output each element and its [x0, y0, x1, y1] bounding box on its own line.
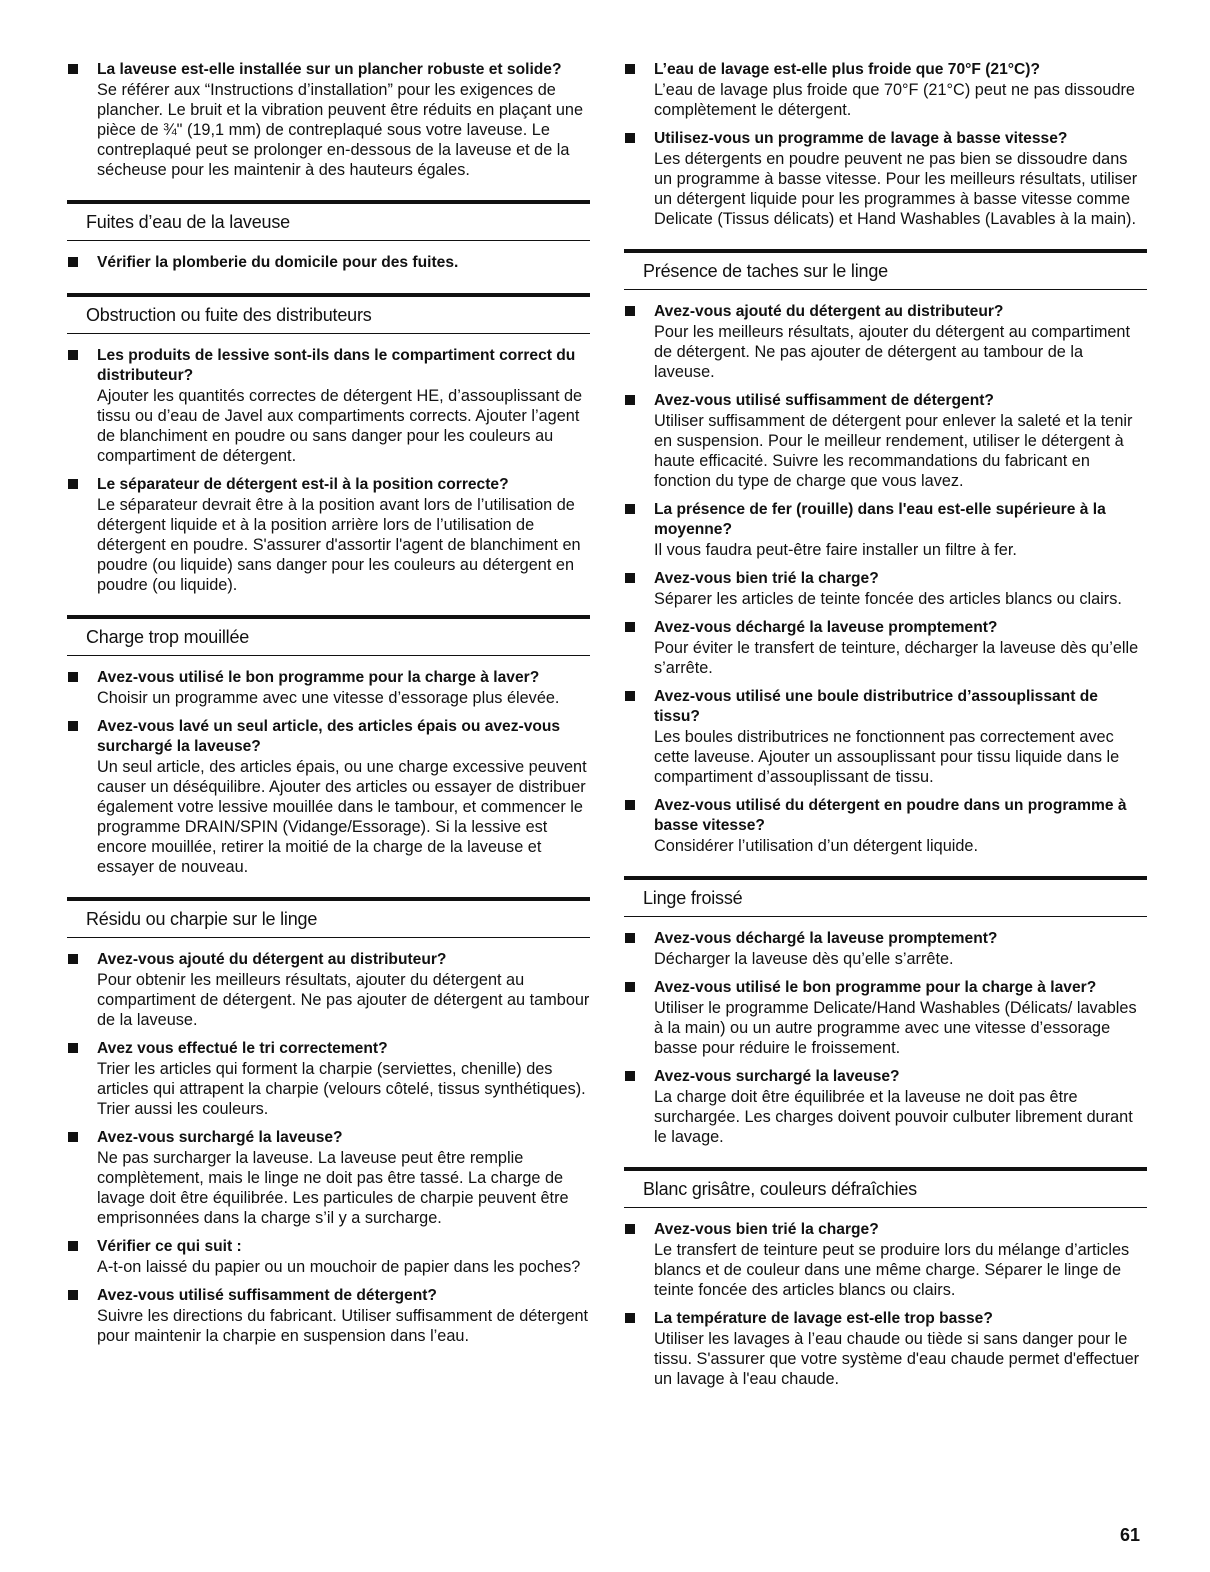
list-item — [624, 929, 1147, 969]
question-text: Avez-vous ajouté du détergent au distributeur? — [654, 303, 1004, 320]
question-text: Avez-vous ajouté du détergent au distributeur? — [97, 951, 447, 968]
square-bullet-icon — [68, 257, 78, 267]
question-text: Avez-vous utilisé le bon programme pour la charge à laver? — [97, 669, 540, 686]
question-text: Vérifier la plomberie du domicile pour des fuites. — [97, 254, 459, 271]
section-items — [67, 668, 590, 877]
list-item — [624, 978, 1147, 1058]
answer-text: Utiliser le programme Delicate/Hand Washables (Délicats/ lavables à la main) ou un autre programme avec une vitesse d’essorage basse pour réduire le froissement. — [654, 999, 1137, 1057]
answer-text: Il vous faudra peut-être faire installer un filtre à fer. — [654, 541, 1017, 559]
question-text: Avez-vous utilisé suffisamment de détergent? — [97, 1287, 437, 1304]
section-header — [624, 1167, 1147, 1208]
square-bullet-icon — [625, 800, 635, 810]
answer-text: Suivre les directions du fabricant. Utiliser suffisamment de détergent pour maintenir la charpie en suspension dans l’eau. — [97, 1307, 589, 1345]
section-items — [624, 1220, 1147, 1389]
question-text: Le séparateur de détergent est-il à la position correcte? — [97, 476, 509, 493]
list-item — [67, 1128, 590, 1228]
section-title: Charge trop mouillée — [86, 626, 250, 647]
question-text: Avez-vous déchargé la laveuse promptement? — [654, 930, 998, 947]
square-bullet-icon — [68, 954, 78, 964]
question-text: Avez-vous surchargé la laveuse? — [654, 1068, 900, 1085]
square-bullet-icon — [625, 395, 635, 405]
question-text: La laveuse est-elle installée sur un plancher robuste et solide? — [97, 61, 562, 78]
answer-text: A-t-on laissé du papier ou un mouchoir de papier dans les poches? — [97, 1258, 581, 1276]
troubleshoot-section — [67, 200, 590, 273]
answer-text: L’eau de lavage plus froide que 70°F (21°C) peut ne pas dissoudre complètement le détergent. — [654, 81, 1135, 119]
answer-text: Utiliser suffisamment de détergent pour enlever la saleté et la tenir en suspension. Pour le meilleur rendement, utiliser le détergent à haute efficacité. Suivre les recommandations du fabricant en fonction du type de charge que vous lavez. — [654, 412, 1133, 490]
list-item — [67, 1237, 590, 1277]
square-bullet-icon — [625, 64, 635, 74]
square-bullet-icon — [625, 622, 635, 632]
question-text: Avez vous effectué le tri correctement? — [97, 1040, 388, 1057]
answer-text: Pour les meilleurs résultats, ajouter du détergent au compartiment de détergent. Ne pas ajouter de détergent au tambour de la laveuse. — [654, 323, 1131, 381]
list-item — [624, 1220, 1147, 1300]
answer-text: Trier les articles qui forment la charpie (serviettes, chenille) des articles qui attrapent la charpie (velours côtelé, tissus synthétiques). Trier aussi les couleurs. — [97, 1060, 586, 1118]
answer-text: Pour obtenir les meilleurs résultats, ajouter du détergent au compartiment de détergent. Ne pas ajouter de détergent au tambour de la laveuse. — [97, 971, 590, 1029]
answer-text: Le séparateur devrait être à la position avant lors de l’utilisation de détergent liquide et à la position arrière lors de l’utilisation de détergent en poudre. S'assurer d'assortir l'agent de blanchiment en poudre (ou liquide) sans danger pour les couleurs au détergent en poudre (ou liquide). — [97, 496, 581, 594]
troubleshoot-section — [67, 293, 590, 595]
list-item — [67, 346, 590, 466]
list-item — [67, 475, 590, 595]
square-bullet-icon — [625, 306, 635, 316]
intro-block — [67, 60, 590, 180]
section-items — [624, 302, 1147, 856]
question-text: Avez-vous bien trié la charge? — [654, 1221, 879, 1238]
question-text: Avez-vous utilisé du détergent en poudre dans un programme à basse vitesse? — [654, 797, 1127, 834]
section-items — [67, 950, 590, 1346]
question-text: Vérifier ce qui suit : — [97, 1238, 242, 1255]
square-bullet-icon — [68, 1132, 78, 1142]
question-text: Avez-vous surchargé la laveuse? — [97, 1129, 343, 1146]
square-bullet-icon — [625, 133, 635, 143]
square-bullet-icon — [68, 350, 78, 360]
question-text: Avez-vous utilisé suffisamment de détergent? — [654, 392, 994, 409]
section-title: Obstruction ou fuite des distributeurs — [86, 304, 372, 325]
square-bullet-icon — [625, 691, 635, 701]
answer-text: Un seul article, des articles épais, ou une charge excessive peuvent causer un déséquilibre. Ajouter des articles ou essayer de distribuer également votre lessive mouillée dans le tambour, et commencer le programme DRAIN/SPIN (Vidange/Essorage). Si la lessive est encore mouillée, retirer la moitié de la charge de la laveuse et essayer de nouveau. — [97, 758, 587, 876]
square-bullet-icon — [625, 933, 635, 943]
section-title: Fuites d’eau de la laveuse — [86, 211, 290, 232]
section-title: Blanc grisâtre, couleurs défraîchies — [643, 1178, 917, 1199]
square-bullet-icon — [68, 1290, 78, 1300]
answer-text: La charge doit être équilibrée et la laveuse ne doit pas être surchargée. Les charges doivent pouvoir culbuter librement durant le lavage. — [654, 1088, 1133, 1146]
answer-text: Séparer les articles de teinte foncée des articles blancs ou clairs. — [654, 590, 1122, 608]
section-title: Présence de taches sur le linge — [643, 260, 888, 281]
section-header — [67, 293, 590, 334]
square-bullet-icon — [68, 64, 78, 74]
answer-text: Les détergents en poudre peuvent ne pas bien se dissoudre dans un programme à basse vitesse. Pour les meilleurs résultats, utiliser un détergent liquide pour les programmes à basse vitesse comme Delicate (Tissus délicats) et Hand Washables (Lavables à la main). — [654, 150, 1138, 228]
section-items — [67, 253, 590, 273]
right-column — [624, 60, 1147, 1389]
page-number: 61 — [1120, 1525, 1141, 1545]
troubleshoot-section — [67, 615, 590, 877]
question-text: Avez-vous utilisé le bon programme pour la charge à laver? — [654, 979, 1097, 996]
square-bullet-icon — [68, 721, 78, 731]
section-title: Linge froissé — [643, 887, 743, 908]
list-item — [624, 1067, 1147, 1147]
troubleshoot-section — [624, 249, 1147, 856]
question-text: Avez-vous déchargé la laveuse promptement? — [654, 619, 998, 636]
answer-text: Considérer l’utilisation d’un détergent liquide. — [654, 837, 979, 855]
square-bullet-icon — [625, 982, 635, 992]
left-column — [67, 60, 590, 1346]
question-text: Utilisez-vous un programme de lavage à basse vitesse? — [654, 130, 1068, 147]
list-item — [624, 1309, 1147, 1389]
section-header — [67, 200, 590, 241]
right-intro-block — [624, 60, 1147, 229]
troubleshoot-section — [67, 897, 590, 1346]
list-item — [67, 1286, 590, 1346]
square-bullet-icon — [68, 672, 78, 682]
section-title: Résidu ou charpie sur le linge — [86, 908, 318, 929]
right-sections — [624, 249, 1147, 1389]
answer-text: Se référer aux “Instructions d’installation” pour les exigences de plancher. Le bruit et la vibration peuvent être réduits en plaçant une pièce de ¾" (19,1 mm) de contreplaqué sous votre laveuse. Le contreplaqué peut se prolonger en-dessous de la laveuse et de la sécheuse pour les maintenir à des hauteurs égales. — [97, 81, 584, 179]
section-header — [67, 897, 590, 938]
square-bullet-icon — [625, 1071, 635, 1081]
list-item — [67, 668, 590, 708]
troubleshoot-section — [624, 876, 1147, 1147]
left-sections — [67, 200, 590, 1346]
answer-text: Le transfert de teinture peut se produire lors du mélange d’articles blancs et de couleur dans une même charge. Séparer le linge de teinte foncée des articles blancs ou clairs. — [654, 1241, 1130, 1299]
list-item — [624, 60, 1147, 120]
list-item — [67, 60, 590, 180]
troubleshoot-section — [624, 1167, 1147, 1389]
question-text: Avez-vous lavé un seul article, des articles épais ou avez-vous surchargé la laveuse? — [97, 718, 561, 755]
section-items — [67, 346, 590, 595]
list-item — [624, 129, 1147, 229]
answer-text: Choisir un programme avec une vitesse d’essorage plus élevée. — [97, 689, 560, 707]
question-text: L’eau de lavage est-elle plus froide que 70°F (21°C)? — [654, 61, 1040, 78]
answer-text: Les boules distributrices ne fonctionnent pas correctement avec cette laveuse. Ajouter un assouplissant pour tissu liquide dans le compartiment d’assouplissant de tissu. — [654, 728, 1120, 786]
list-item — [624, 500, 1147, 560]
answer-text: Ajouter les quantités correctes de détergent HE, d’assouplissant de tissu ou d’eau de Javel aux compartiments corrects. Ajouter l’agent de blanchiment en poudre ou sans danger pour les couleurs au compartiment de détergent. — [97, 387, 583, 465]
answer-text: Pour éviter le transfert de teinture, décharger la laveuse dès qu’elle s’arrête. — [654, 639, 1139, 677]
list-item — [67, 717, 590, 877]
list-item — [624, 302, 1147, 382]
question-text: Les produits de lessive sont-ils dans le compartiment correct du distributeur? — [97, 347, 576, 384]
list-item — [67, 1039, 590, 1119]
list-item — [624, 618, 1147, 678]
square-bullet-icon — [625, 1224, 635, 1234]
square-bullet-icon — [625, 573, 635, 583]
section-items — [624, 929, 1147, 1147]
question-text: Avez-vous utilisé une boule distributrice d’assouplissant de tissu? — [654, 688, 1098, 725]
square-bullet-icon — [68, 479, 78, 489]
list-item — [624, 391, 1147, 491]
list-item — [624, 687, 1147, 787]
question-text: La présence de fer (rouille) dans l'eau est-elle supérieure à la moyenne? — [654, 501, 1106, 538]
square-bullet-icon — [68, 1043, 78, 1053]
answer-text: Utiliser les lavages à l’eau chaude ou tiède si sans danger pour le tissu. S'assurer que votre système d'eau chaude permet d'effectuer un lavage à l'eau chaude. — [654, 1330, 1140, 1388]
square-bullet-icon — [625, 1313, 635, 1323]
section-header — [67, 615, 590, 656]
square-bullet-icon — [68, 1241, 78, 1251]
question-text: Avez-vous bien trié la charge? — [654, 570, 879, 587]
section-header — [624, 876, 1147, 917]
list-item — [67, 253, 590, 273]
answer-text: Ne pas surcharger la laveuse. La laveuse peut être remplie complètement, mais le linge ne doit pas être tassé. La charge de lavage doit être équilibrée. Les particules de charpie peuvent être emprisonnées dans la charge s’il y a surcharge. — [97, 1149, 569, 1227]
square-bullet-icon — [625, 504, 635, 514]
list-item — [67, 950, 590, 1030]
section-header — [624, 249, 1147, 290]
question-text: La température de lavage est-elle trop basse? — [654, 1310, 993, 1327]
answer-text: Décharger la laveuse dès qu’elle s’arrête. — [654, 950, 954, 968]
list-item — [624, 796, 1147, 856]
list-item — [624, 569, 1147, 609]
